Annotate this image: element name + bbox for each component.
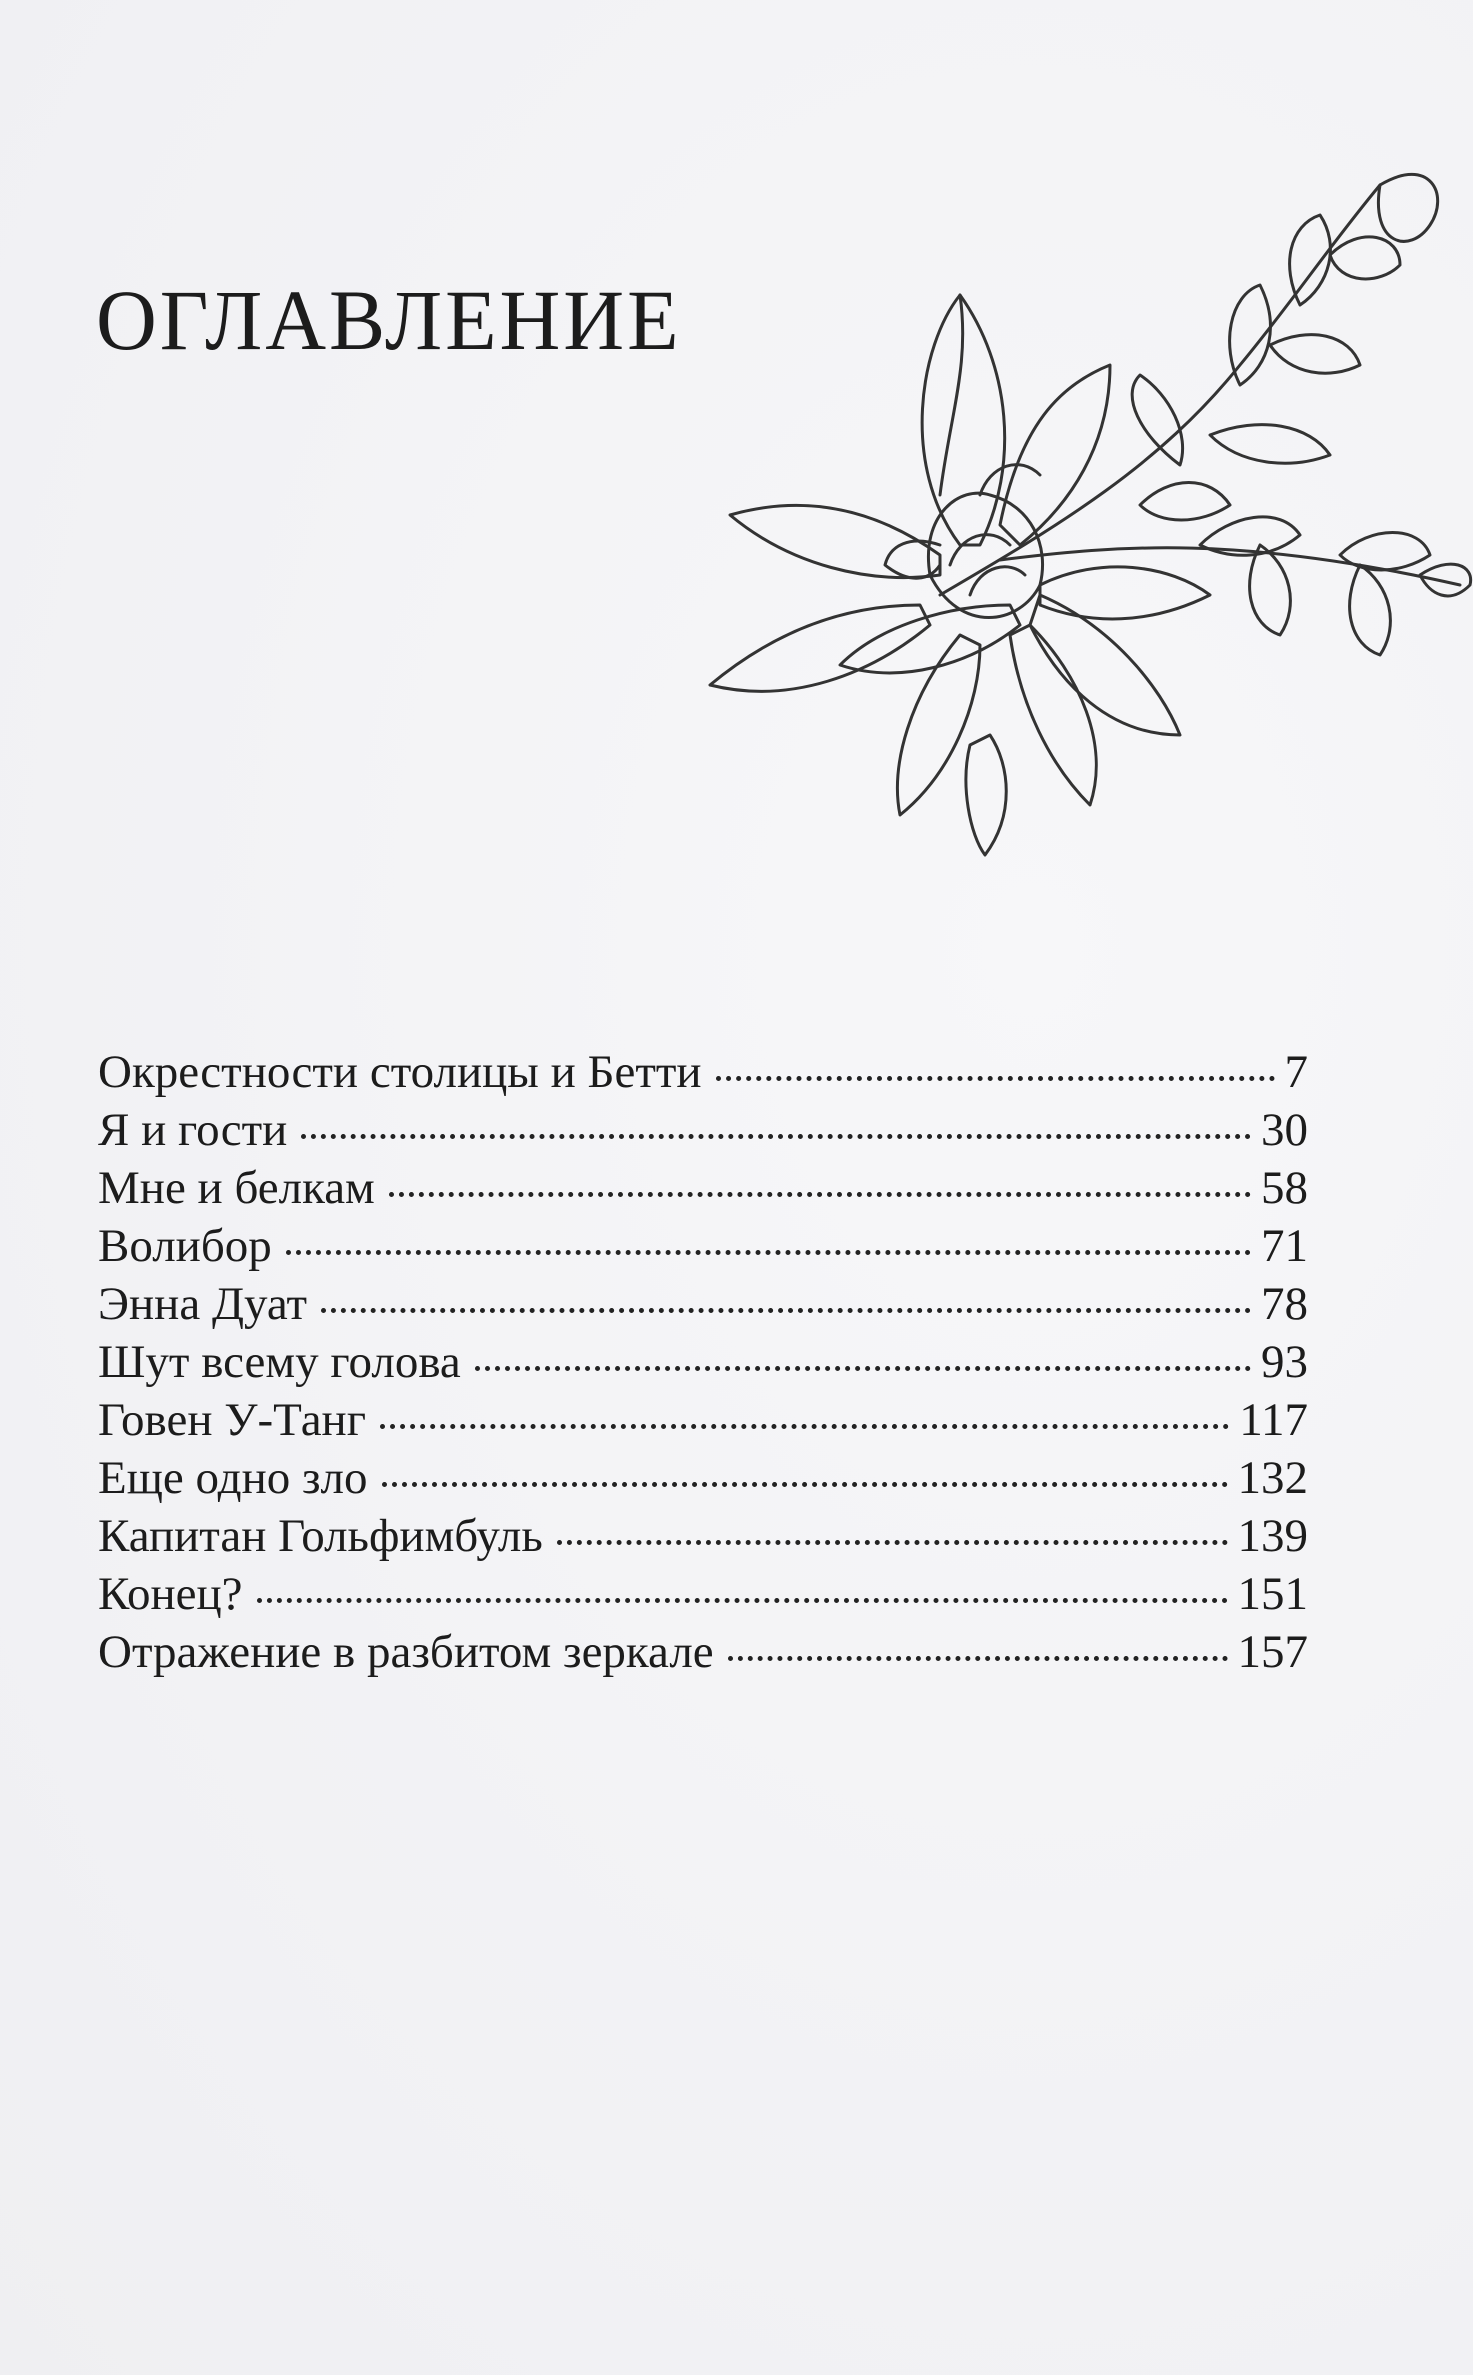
toc-entry[interactable] (98, 1161, 1308, 1219)
toc-entry-title: Я и гости (98, 1104, 288, 1156)
dot-leader (728, 1656, 1228, 1661)
flower-illustration (640, 165, 1473, 975)
toc-entry-page: 78 (1261, 1278, 1308, 1330)
toc-entry[interactable] (98, 1277, 1308, 1335)
toc-entry-title: Шут всему голова (98, 1336, 461, 1388)
toc-entry-page: 30 (1261, 1104, 1308, 1156)
dot-leader (286, 1250, 1251, 1255)
dot-leader (257, 1598, 1228, 1603)
toc-entry-title: Отражение в разбитом зеркале (98, 1626, 714, 1678)
dot-leader (557, 1540, 1228, 1545)
toc-entry-page: 151 (1237, 1568, 1308, 1620)
toc-entry-title: Энна Дуат (98, 1278, 308, 1330)
toc-entry-page: 139 (1237, 1510, 1308, 1562)
dot-leader (475, 1366, 1251, 1371)
toc-entry-title: Волибор (98, 1220, 272, 1272)
toc-entry-title: Капитан Гольфимбуль (98, 1510, 543, 1562)
toc-entry-title: Окрестности столицы и Бетти (98, 1046, 702, 1098)
dot-leader (382, 1482, 1228, 1487)
toc-entry-title: Еще одно зло (98, 1452, 368, 1504)
toc-entry-page: 157 (1237, 1626, 1308, 1678)
toc-entry-page: 7 (1284, 1046, 1308, 1098)
toc-entry-title: Конец? (98, 1568, 243, 1620)
toc-entry[interactable] (98, 1219, 1308, 1277)
table-of-contents (98, 1045, 1308, 1683)
toc-entry[interactable] (98, 1625, 1308, 1683)
dot-leader (301, 1134, 1251, 1139)
toc-entry-title: Говен У-Танг (98, 1394, 366, 1446)
toc-entry[interactable] (98, 1509, 1308, 1567)
toc-entry-page: 93 (1261, 1336, 1308, 1388)
toc-entry-page: 71 (1261, 1220, 1308, 1272)
page-title: ОГЛАВЛЕНИЕ (96, 271, 682, 368)
toc-entry[interactable] (98, 1451, 1308, 1509)
toc-entry[interactable] (98, 1103, 1308, 1161)
dot-leader (321, 1308, 1251, 1313)
toc-entry[interactable] (98, 1335, 1308, 1393)
toc-entry-page: 117 (1239, 1394, 1308, 1446)
toc-entry[interactable] (98, 1045, 1308, 1103)
toc-entry[interactable] (98, 1393, 1308, 1451)
dot-leader (716, 1076, 1275, 1081)
dot-leader (389, 1192, 1251, 1197)
dot-leader (380, 1424, 1229, 1429)
toc-entry-title: Мне и белкам (98, 1162, 375, 1214)
toc-entry-page: 132 (1237, 1452, 1308, 1504)
toc-entry-page: 58 (1261, 1162, 1308, 1214)
toc-entry[interactable] (98, 1567, 1308, 1625)
